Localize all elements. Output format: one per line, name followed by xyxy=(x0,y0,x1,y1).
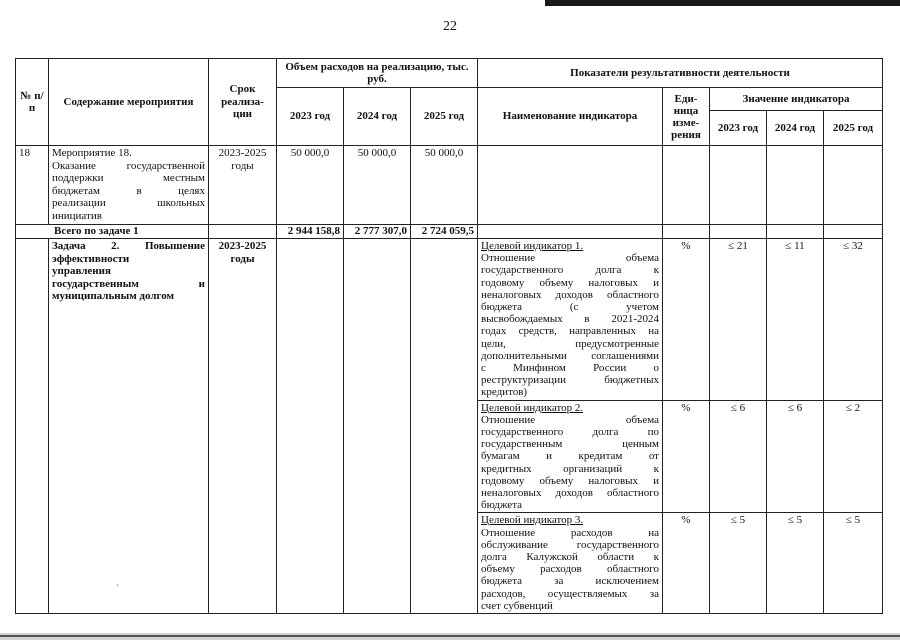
table-row-measure-18 xyxy=(16,146,883,225)
total-exp-2025: 2 724 059,5 xyxy=(411,225,478,239)
task2-exp-2024 xyxy=(344,239,411,614)
indicator-1-v2024: ≤ 11 xyxy=(767,239,824,401)
total-v2024 xyxy=(767,225,824,239)
row18-v2023 xyxy=(710,146,767,225)
header-indicator-name: Наименование индикатора xyxy=(478,88,663,146)
task2-line-1: Задача 2. Повышение xyxy=(52,240,205,252)
task2-term: 2023-2025 годы xyxy=(209,239,277,614)
indicator-1-cell xyxy=(478,239,663,401)
table-row-total-task-1 xyxy=(16,225,883,239)
row18-line-4: реализации школьных xyxy=(52,197,205,209)
indicator-3-v2023: ≤ 5 xyxy=(710,513,767,614)
indicator-3-line-5: бюджета за исключением xyxy=(481,575,659,588)
task2-content xyxy=(49,239,209,614)
total-exp-2024: 2 777 307,0 xyxy=(344,225,411,239)
indicator-3-title: Целевой индикатор 3. xyxy=(481,514,584,527)
total-unit xyxy=(663,225,710,239)
indicator-2-line-7: неналоговых доходов областного xyxy=(481,487,659,500)
indicator-2-v2025: ≤ 2 xyxy=(824,400,883,513)
task2-line-5: муниципальным долгом xyxy=(52,290,175,302)
indicator-2-v2024: ≤ 6 xyxy=(767,400,824,513)
indicator-1-line-5: бюджета (с учетом xyxy=(481,301,659,314)
indicator-2-line-1: Отношение объема xyxy=(481,413,659,426)
row18-exp-2023: 50 000,0 xyxy=(277,146,344,225)
header-row-1 xyxy=(16,59,883,88)
indicator-1-line-10: с Минфином России о xyxy=(481,362,659,375)
header-exp-2025: 2025 год xyxy=(411,88,478,146)
indicator-2-line-3: государственным ценным xyxy=(481,438,659,451)
total-exp-2023: 2 944 158,8 xyxy=(277,225,344,239)
header-content: Содержание мероприятия xyxy=(49,59,209,146)
scan-edge-bottom xyxy=(0,633,900,640)
total-indicator xyxy=(478,225,663,239)
scan-dot-mark: · xyxy=(116,581,119,590)
header-num: № п/п xyxy=(16,59,49,146)
row18-unit xyxy=(663,146,710,225)
row18-line-5: инициатив xyxy=(52,209,102,222)
indicator-1-unit: % xyxy=(663,239,710,401)
indicator-2-line-2: государственного долга по xyxy=(481,426,659,439)
indicator-3-line-4: объему расходов областного xyxy=(481,563,659,576)
row18-indicator xyxy=(478,146,663,225)
indicator-3-line-7: счет субвенций xyxy=(481,599,553,612)
indicator-2-title: Целевой индикатор 2. xyxy=(481,401,584,414)
indicator-2-line-4: бумагам и кредитам от xyxy=(481,450,659,463)
indicator-1-line-1: Отношение объема xyxy=(481,252,659,265)
indicator-1-line-9: дополнительными соглашениями xyxy=(481,349,659,362)
scan-edge-top xyxy=(545,0,900,6)
header-exp-2023: 2023 год xyxy=(277,88,344,146)
indicator-1-line-4: неналоговых доходов областного xyxy=(481,288,659,301)
indicator-1-line-3: годовому объему налоговых и xyxy=(481,276,659,289)
row18-content xyxy=(49,146,209,225)
row18-line-2: поддержки местным xyxy=(52,172,205,184)
row18-exp-2024: 50 000,0 xyxy=(344,146,411,225)
indicator-2-unit: % xyxy=(663,400,710,513)
header-val-2024: 2024 год xyxy=(767,111,824,146)
indicator-1-v2025: ≤ 32 xyxy=(824,239,883,401)
row18-exp-2025: 50 000,0 xyxy=(411,146,478,225)
task2-exp-2023 xyxy=(277,239,344,614)
indicator-1-line-8: цели, предусмотренные xyxy=(481,337,659,350)
indicator-3-line-6: расходов, осуществляемых за xyxy=(481,587,659,600)
indicator-3-v2025: ≤ 5 xyxy=(824,513,883,614)
task2-num xyxy=(16,239,49,614)
header-indicators: Показатели результативности деятельности xyxy=(478,59,883,88)
indicator-2-cell xyxy=(478,400,663,513)
indicator-3-line-3: долга Калужской области к xyxy=(481,551,659,564)
header-expenses: Объем расходов на реализацию, тыс. руб. xyxy=(277,59,478,88)
header-unit: Еди-ница изме-рения xyxy=(663,88,710,146)
indicator-3-unit: % xyxy=(663,513,710,614)
total-v2025 xyxy=(824,225,883,239)
task2-exp-2025 xyxy=(411,239,478,614)
indicator-1-line-2: государственного долга к xyxy=(481,264,659,277)
header-indicator-value: Значение индикатора xyxy=(710,88,883,111)
header-val-2025: 2025 год xyxy=(824,111,883,146)
page-number: 22 xyxy=(443,19,457,34)
indicator-3-line-2: обслуживание государственного xyxy=(481,538,659,551)
total-label: Всего по задаче 1 xyxy=(16,225,209,239)
indicator-1-line-11: реструктуризации бюджетных xyxy=(481,374,659,387)
task2-line-3: управления xyxy=(52,265,111,277)
row18-line-3: бюджетам в целях xyxy=(52,184,205,197)
task2-line-2: эффективности xyxy=(52,252,130,265)
header-val-2023: 2023 год xyxy=(710,111,767,146)
indicator-1-line-12: кредитов) xyxy=(481,386,528,399)
indicator-1-line-7: годах средств, направленных на xyxy=(481,325,659,338)
row18-num: 18 xyxy=(16,146,49,225)
indicator-3-v2024: ≤ 5 xyxy=(767,513,824,614)
indicator-2-line-5: кредитных организаций к xyxy=(481,462,659,475)
total-v2023 xyxy=(710,225,767,239)
activities-table xyxy=(15,58,883,614)
indicator-3-cell xyxy=(478,513,663,614)
table-row-task-2-ind-1 xyxy=(16,239,883,401)
header-term: Срок реализа-ции xyxy=(209,59,277,146)
task2-line-4: государственным и xyxy=(52,277,205,290)
row18-title: Мероприятие 18. xyxy=(52,147,132,159)
header-exp-2024: 2024 год xyxy=(344,88,411,146)
row18-v2025 xyxy=(824,146,883,225)
indicator-2-line-8: бюджета xyxy=(481,499,523,512)
row18-line-1: Оказание государственной xyxy=(52,159,205,172)
indicator-1-line-6: высвобождаемых в 2021-2024 xyxy=(481,313,659,326)
indicator-1-v2023: ≤ 21 xyxy=(710,239,767,401)
indicator-2-line-6: годовому объему налоговых и xyxy=(481,474,659,487)
indicator-1-title: Целевой индикатор 1. xyxy=(481,240,584,252)
indicator-3-line-1: Отношение расходов на xyxy=(481,526,659,539)
row18-term: 2023-2025 годы xyxy=(209,146,277,225)
total-term xyxy=(209,225,277,239)
row18-v2024 xyxy=(767,146,824,225)
indicator-2-v2023: ≤ 6 xyxy=(710,400,767,513)
